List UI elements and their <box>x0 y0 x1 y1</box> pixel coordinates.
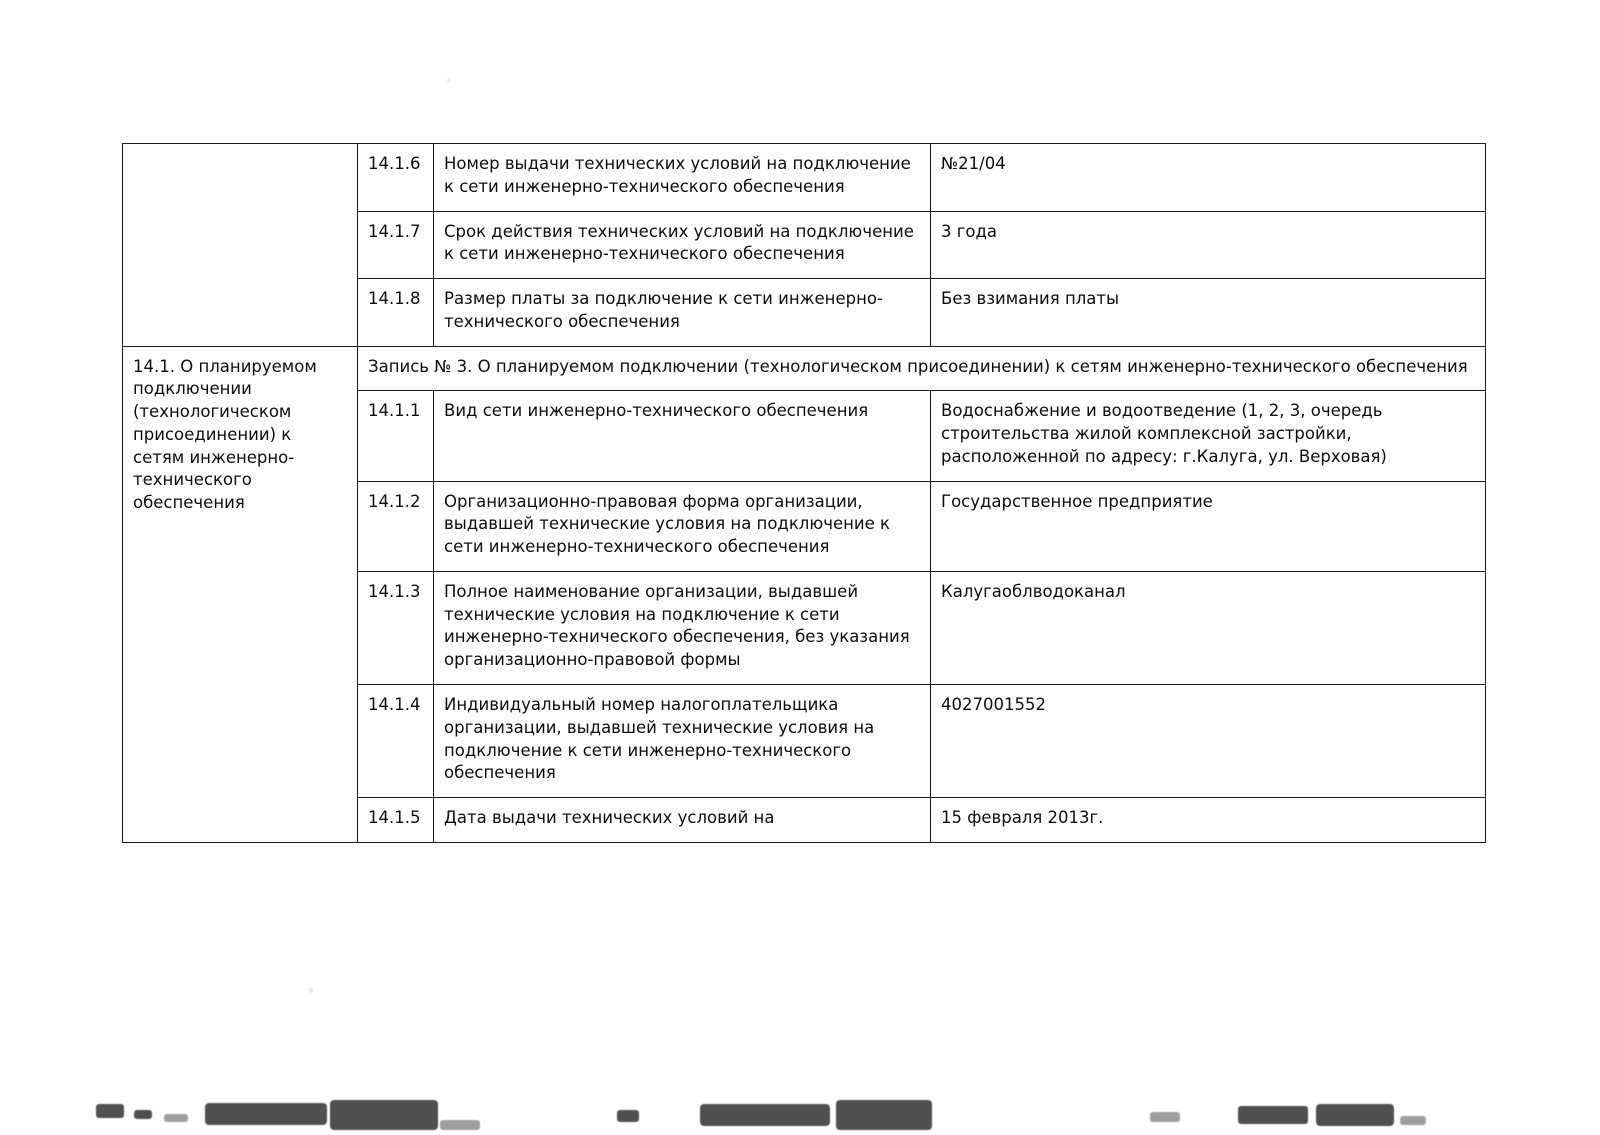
row-number: 14.1.5 <box>358 798 434 843</box>
requirements-table <box>122 143 1486 843</box>
row-name: Организационно-правовая форма организации, выдавшей технические условия на подключение к сети инженерно-технического обеспечения <box>434 481 931 571</box>
row-number: 14.1.2 <box>358 481 434 571</box>
row-value: Калугаоблводоканал <box>931 571 1486 684</box>
row-value: №21/04 <box>931 144 1486 212</box>
row-value: Водоснабжение и водоотведение (1, 2, 3, очередь строительства жилой комплексной застройки, расположенной по адресу: г.Калуга, ул. Верховая) <box>931 391 1486 481</box>
row-name: Номер выдачи технических условий на подключение к сети инженерно-технического обеспечения <box>434 144 931 212</box>
table-row <box>123 144 1486 212</box>
row-name: Полное наименование организации, выдавшей технические условия на подключение к сети инженерно-технического обеспечения, без указания организационно-правовой формы <box>434 571 931 684</box>
row-number: 14.1.3 <box>358 571 434 684</box>
scan-smudge <box>440 1120 480 1130</box>
row-value: 15 февраля 2013г. <box>931 798 1486 843</box>
scan-smudge <box>1400 1116 1426 1125</box>
record-header: Запись № 3. О планируемом подключении (технологическом присоединении) к сетям инженерно-технического обеспечения <box>358 346 1486 391</box>
section-label-continued <box>123 144 358 347</box>
row-name: Индивидуальный номер налогоплательщика организации, выдавшей технические условия на подключение к сети инженерно-технического обеспечения <box>434 685 931 798</box>
row-number: 14.1.8 <box>358 279 434 347</box>
row-value: 3 года <box>931 211 1486 279</box>
row-number: 14.1.6 <box>358 144 434 212</box>
scan-smudge <box>1316 1104 1394 1126</box>
row-value: 4027001552 <box>931 685 1486 798</box>
scan-smudge <box>96 1104 124 1118</box>
row-name: Размер платы за подключение к сети инженерно-технического обеспечения <box>434 279 931 347</box>
scan-smudge <box>164 1114 188 1122</box>
scan-artifact <box>447 78 451 83</box>
scan-smudge <box>330 1100 438 1130</box>
row-value: Без взимания платы <box>931 279 1486 347</box>
scan-smudge <box>1238 1106 1308 1124</box>
row-number: 14.1.1 <box>358 391 434 481</box>
row-value: Государственное предприятие <box>931 481 1486 571</box>
section-label: 14.1. О планируемом подключении (технологическом присоединении) к сетям инженерно-технического обеспечения <box>123 346 358 842</box>
scan-artifact <box>309 988 314 993</box>
scan-smudge <box>836 1100 932 1130</box>
scan-smudge <box>205 1103 327 1125</box>
scan-smudge <box>617 1110 639 1122</box>
table-row-record-header <box>123 346 1486 391</box>
row-number: 14.1.4 <box>358 685 434 798</box>
scan-smudge <box>700 1104 830 1126</box>
row-name: Срок действия технических условий на подключение к сети инженерно-технического обеспечения <box>434 211 931 279</box>
scan-smudge <box>134 1110 152 1119</box>
row-number: 14.1.7 <box>358 211 434 279</box>
scan-smudge <box>1150 1112 1180 1122</box>
row-name: Вид сети инженерно-технического обеспечения <box>434 391 931 481</box>
row-name: Дата выдачи технических условий на <box>434 798 931 843</box>
